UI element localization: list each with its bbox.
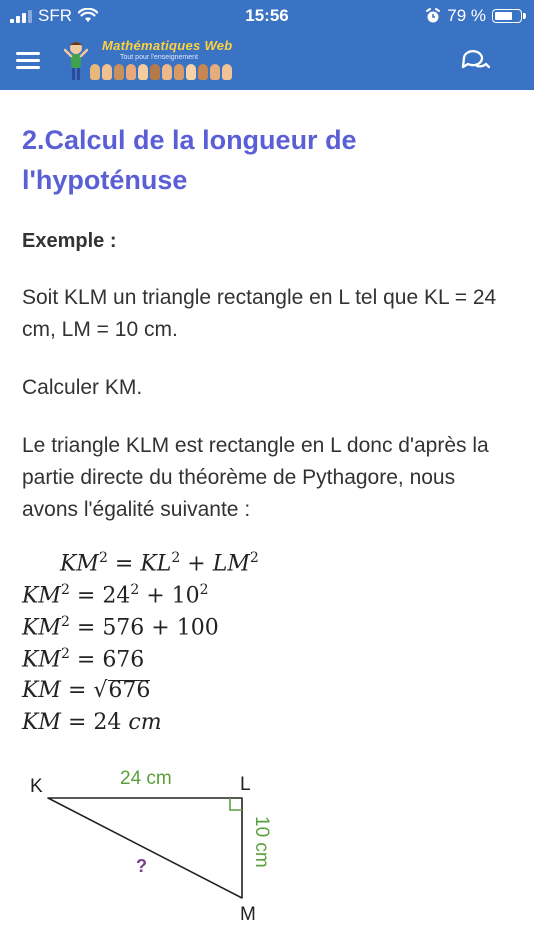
battery-icon: [492, 9, 522, 23]
logo-subtitle: Tout pour l'enseignement: [120, 54, 198, 61]
side-lm-label: 10 cm: [251, 816, 272, 868]
explanation-text: Le triangle KLM est rectangle en L donc d'après la partie directe du théorème de Pythagore, nous avons l'égalité suivante :: [22, 434, 489, 521]
logo-faces: [90, 64, 232, 80]
clock: 15:56: [245, 6, 289, 25]
example-label: Exemple :: [22, 230, 117, 252]
equation-line-1: $KM^2 = KL^2 + LM^2$: [60, 550, 259, 577]
triangle-diagram: [22, 762, 322, 950]
hypotenuse-unknown-label: ?: [136, 856, 147, 876]
equation-line-4: $KM^2 = 676$: [22, 646, 145, 673]
section-title: 2.Calcul de la longueur de l'hypoténuse: [22, 125, 357, 195]
vertex-m-label: M: [240, 904, 256, 925]
carrier-label: SFR: [38, 6, 72, 25]
equation-line-2: $KM^2 = 24^2 + 10^2$: [22, 582, 209, 609]
triangle-klm: [48, 798, 242, 898]
equation-line-6: KM = 24 cm: [22, 710, 162, 735]
status-bar: [0, 0, 534, 32]
vertex-k-label: K: [30, 776, 43, 797]
app-header: [0, 32, 534, 90]
equation-line-3: $KM^2 = 576 + 100$: [22, 614, 219, 641]
vertex-l-label: L: [240, 774, 251, 795]
mascot-icon: [64, 40, 88, 84]
question-text: Calculer KM.: [22, 376, 143, 399]
equation-line-5: KM = √676: [22, 678, 151, 703]
menu-icon[interactable]: [16, 52, 40, 70]
logo-title: Mathématiques Web: [102, 38, 233, 53]
chat-icon[interactable]: [460, 46, 490, 74]
right-angle-mark: [230, 798, 242, 810]
side-kl-label: 24 cm: [120, 768, 172, 789]
example-statement: Soit KLM un triangle rectangle en L tel que KL = 24 cm, LM = 10 cm.: [22, 286, 497, 341]
alarm-icon: [425, 8, 441, 24]
site-logo[interactable]: [60, 34, 240, 88]
battery-percent: 79 %: [447, 6, 486, 25]
